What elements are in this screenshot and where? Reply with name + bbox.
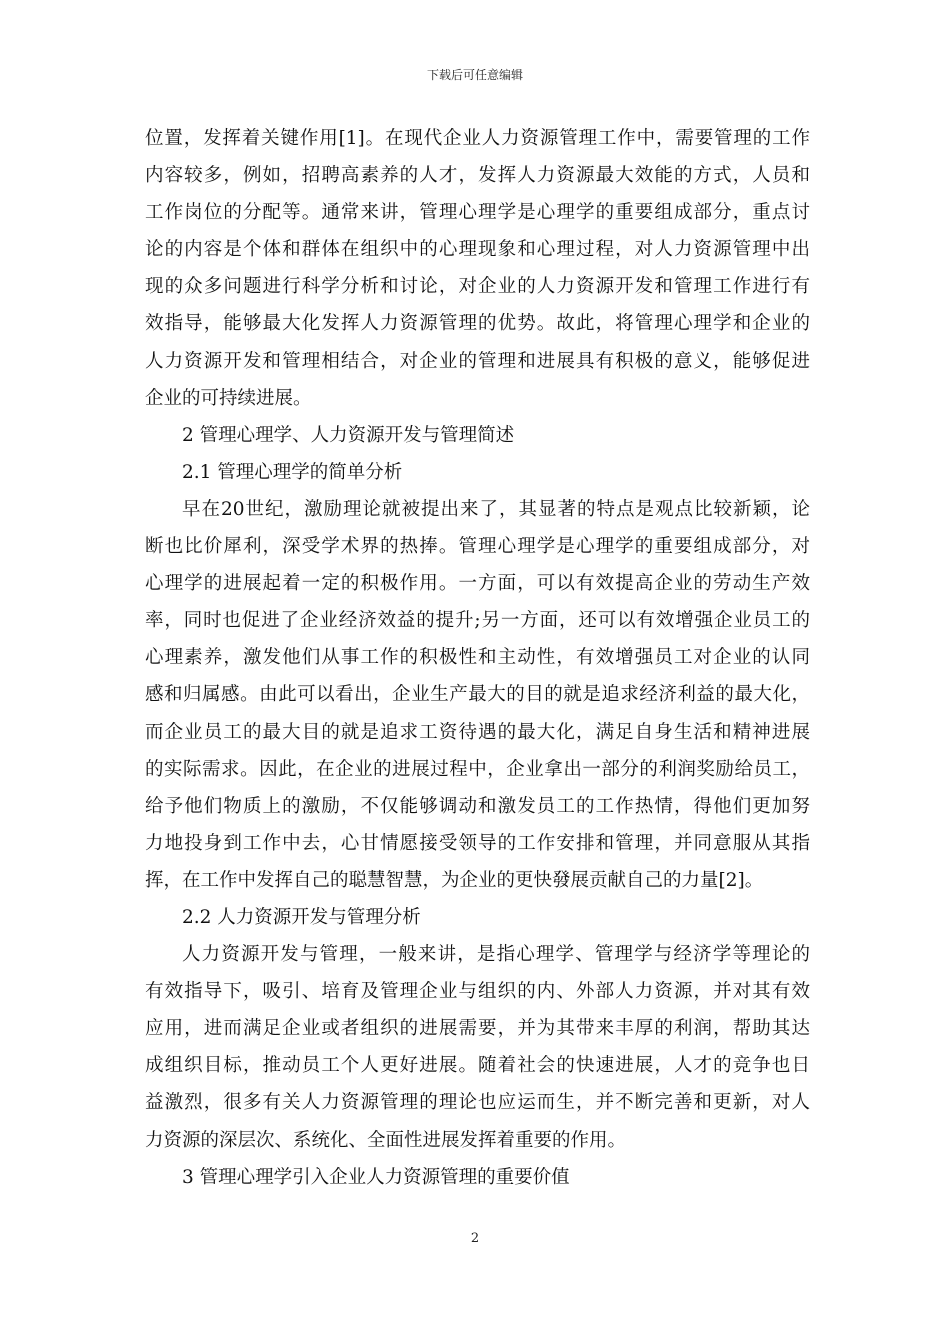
heading-text: 3 管理心理学引入企业人力资源管理的重要价值 xyxy=(182,1166,570,1188)
text-line: 感和归属感。由此可以看出，企业生产最大的目的就是追求经济利益的最大化， xyxy=(145,684,810,706)
paragraph xyxy=(145,491,810,899)
page-header: 下载后可任意编辑 xyxy=(426,68,523,82)
text-line: 成组织目标，推动员工个人更好进展。随着社会的快速进展，人才的竞争也日 xyxy=(145,1055,810,1077)
text-line: 断也比价犀利，深受学术界的热捧。管理心理学是心理学的重要组成部分，对 xyxy=(145,536,810,558)
text-line: 力资源的深层次、系统化、全面性进展发挥着重要的作用。 xyxy=(145,1129,627,1151)
text-line: 心理素养，激发他们从事工作的积极性和主动性，有效增强员工对企业的认同 xyxy=(145,647,810,669)
section-heading xyxy=(145,417,810,454)
text-line: 效指导，能够最大化发挥人力资源管理的优势。故此，将管理心理学和企业的 xyxy=(145,313,810,335)
heading-text: 2 管理心理学、人力资源开发与管理简述 xyxy=(182,424,515,446)
text-line: 有效指导下，吸引、培育及管理企业与组织的内、外部人力资源，并对其有效 xyxy=(145,981,810,1003)
text-line: 人力资源开发和管理相结合，对企业的管理和进展具有积极的意义，能够促进 xyxy=(145,350,810,372)
text-line: 心理学的进展起着一定的积极作用。一方面，可以有效提高企业的劳动生产效 xyxy=(145,573,810,595)
text-line: 率，同时也促进了企业经济效益的提升;另一方面，还可以有效增强企业员工的 xyxy=(145,610,810,632)
text-line: 现的众多问题进行科学分析和讨论，对企业的人力资源开发和管理工作进行有 xyxy=(145,276,810,298)
heading-text: 2.2 人力资源开发与管理分析 xyxy=(182,906,421,928)
text-line: 人力资源开发与管理，一般来讲，是指心理学、管理学与经济学等理论的 xyxy=(182,944,810,966)
section-heading xyxy=(145,899,810,936)
text-line: 力地投身到工作中去，心甘情愿接受领导的工作安排和管理，并同意服从其指 xyxy=(145,832,810,854)
text-line: 论的内容是个体和群体在组织中的心理现象和心理过程，对人力资源管理中出 xyxy=(145,239,810,261)
text-line: 位置，发挥着关键作用[1]。在现代企业人力资源管理工作中，需要管理的工作 xyxy=(145,128,810,149)
text-line: 益激烈，很多有关人力资源管理的理论也应运而生，并不断完善和更新，对人 xyxy=(145,1092,810,1114)
text-line: 给予他们物质上的激励，不仅能够调动和激发员工的工作热情，得他们更加努 xyxy=(145,795,810,817)
text-line: 内容较多，例如，招聘高素养的人才，发挥人力资源最大效能的方式，人员和 xyxy=(145,165,810,187)
section-heading xyxy=(145,454,810,491)
text-line: 的实际需求。因此，在企业的进展过程中，企业拿出一部分的利润奖励给员工， xyxy=(145,758,810,780)
paragraph xyxy=(145,120,810,417)
text-line: 早在20世纪，激励理论就被提出来了，其显著的特点是观点比较新颖，论 xyxy=(182,498,810,520)
text-line: 工作岗位的分配等。通常来讲，管理心理学是心理学的重要组成部分，重点讨 xyxy=(145,202,810,224)
text-line: 应用，进而满足企业或者组织的进展需要，并为其带来丰厚的利润，帮助其达 xyxy=(145,1018,810,1040)
text-line: 而企业员工的最大目的就是追求工资待遇的最大化，满足自身生活和精神进展 xyxy=(145,721,810,743)
page-number: 2 xyxy=(470,1231,480,1246)
heading-text: 2.1 管理心理学的简单分析 xyxy=(182,461,403,483)
paragraph xyxy=(145,936,810,1159)
section-heading xyxy=(145,1159,810,1196)
page-body xyxy=(145,120,810,1196)
text-line: 挥，在工作中发挥自己的聪慧智慧，为企业的更快發展贡献自己的力量[2]。 xyxy=(145,869,764,891)
text-line: 企业的可持续进展。 xyxy=(145,387,312,409)
